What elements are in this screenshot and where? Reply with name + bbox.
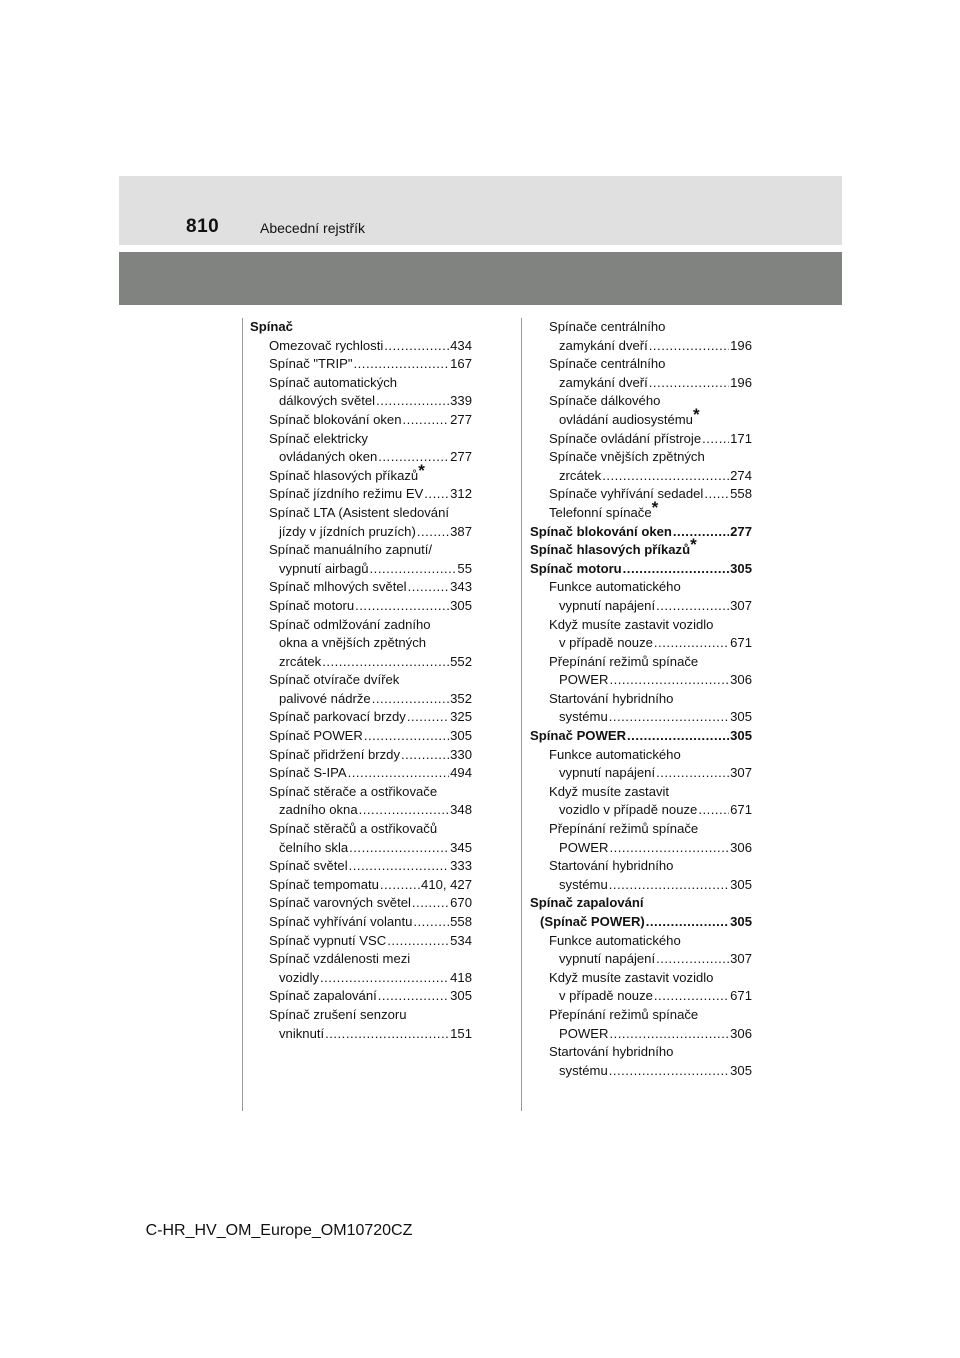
dot-leader (649, 374, 729, 393)
dot-leader (702, 430, 729, 449)
index-entry (250, 746, 472, 765)
entry-text: Spínač motoru (269, 597, 355, 613)
header-band (119, 176, 842, 245)
page-reference: 558 (450, 914, 472, 929)
dot-leader (654, 634, 729, 653)
index-entry (250, 374, 472, 411)
dot-leader (348, 764, 450, 783)
index-entry (250, 764, 472, 783)
index-entry (250, 1006, 472, 1043)
index-entry (250, 597, 472, 616)
entry-text: Spínač motoru (530, 560, 622, 576)
dot-leader (656, 764, 729, 783)
entry-text: Spínač automatických (269, 374, 398, 390)
page-reference: 343 (450, 579, 472, 595)
index-entry (250, 857, 472, 876)
entry-text: Spínač stěračů a ostřikovačů (269, 821, 438, 837)
entry-text: systému (559, 709, 608, 725)
index-entry (530, 560, 752, 579)
page-reference: 339 (450, 393, 472, 409)
index-entry (250, 820, 472, 857)
index-entry (250, 783, 472, 820)
dot-leader (413, 913, 449, 932)
dot-leader (609, 1025, 729, 1044)
index-entry (250, 337, 472, 356)
dot-leader (623, 560, 729, 579)
asterisk-icon: * (651, 497, 659, 517)
entry-text: okna a vnějších zpětných (279, 635, 427, 651)
entry-text: Spínač vyhřívání volantu (269, 914, 413, 929)
dot-leader (609, 876, 729, 895)
entry-text: Spínač přidržení brzdy (269, 746, 401, 762)
index-entry (530, 497, 752, 523)
entry-text: vypnutí napájení (559, 597, 656, 613)
entry-text: dálkových světel (279, 393, 376, 409)
dot-leader (355, 597, 449, 616)
entry-text: systému (559, 876, 608, 892)
entry-text: ovládání audiosystému (559, 411, 693, 427)
asterisk-icon: * (690, 535, 697, 555)
entry-text: Spínač vzdálenosti mezi (269, 951, 411, 967)
dot-leader (320, 969, 449, 988)
index-entry (530, 894, 752, 931)
entry-text: Spínače vnějších zpětných (549, 449, 705, 465)
entry-text: Funkce automatického (549, 579, 681, 595)
dot-leader (387, 932, 449, 951)
entry-text: Spínač "TRIP" (269, 356, 353, 372)
entry-text: Spínač LTA (Asistent sledování (269, 504, 450, 520)
dot-leader (401, 746, 449, 765)
entry-text: (Spínač POWER) (540, 914, 645, 929)
entry-text: POWER (559, 1025, 609, 1041)
entry-text: POWER (559, 672, 609, 688)
index-entry (250, 430, 472, 467)
dot-leader (646, 913, 729, 932)
entry-text: Spínač stěrače a ostřikovače (269, 783, 438, 799)
page-reference: 196 (730, 374, 752, 390)
entry-text: Spínač odmlžování zadního (269, 616, 431, 632)
entry-text: v případě nouze (559, 988, 653, 1004)
dot-leader (384, 337, 449, 356)
index-entry (530, 690, 752, 727)
page-reference: 151 (450, 1025, 472, 1041)
entry-text: Spínač tempomatu (269, 876, 379, 892)
entry-text: zamykání dveří (559, 337, 648, 353)
index-entry (250, 708, 472, 727)
entry-text: jízdy v jízdních pruzích) (279, 523, 416, 539)
index-entry (530, 727, 752, 746)
page-reference: 671 (730, 988, 752, 1004)
dot-leader (654, 987, 729, 1006)
entry-text: Spínač varovných světel (269, 895, 411, 911)
entry-text: vozidly (279, 969, 320, 985)
dot-leader (704, 485, 729, 504)
asterisk-icon: * (692, 404, 700, 424)
entry-text: palivové nádrže (279, 690, 371, 706)
column-rule-right (521, 318, 522, 1111)
index-entry (530, 392, 752, 429)
entry-text: Spínač hlasových příkazů (269, 467, 419, 483)
page-reference: 277 (730, 523, 752, 539)
page-reference: 534 (450, 932, 472, 948)
entry-text: Spínače centrálního (549, 319, 666, 334)
index-entry (250, 894, 472, 913)
document-code: C-HR_HV_OM_Europe_OM10720CZ (145, 1222, 413, 1239)
index-entry (530, 969, 752, 1006)
page-reference: 330 (450, 746, 472, 762)
asterisk-icon: * (418, 460, 425, 480)
page-reference: 305 (450, 988, 472, 1004)
index-entry (250, 578, 472, 597)
index-entry (250, 950, 472, 987)
index-entry (530, 653, 752, 690)
page-reference: 418 (450, 969, 472, 985)
index-entry (250, 504, 472, 541)
entry-text: Startování hybridního (549, 690, 674, 706)
dot-leader (417, 523, 449, 542)
index-entry (250, 987, 472, 1006)
entry-text: Spínač vypnutí VSC (269, 932, 387, 948)
entry-text: Spínač hlasových příkazů (530, 542, 691, 558)
index-entry (530, 932, 752, 969)
index-entry (530, 1043, 752, 1080)
entry-text: Startování hybridního (549, 1044, 674, 1060)
entry-text: Spínač S-IPA (269, 765, 347, 781)
entry-text: Spínač blokování oken (269, 411, 402, 427)
page-reference: 277 (450, 411, 472, 427)
dot-leader (349, 839, 449, 858)
dot-leader (322, 653, 449, 672)
index-entry (250, 541, 472, 578)
dot-leader (349, 857, 450, 876)
page-reference: 494 (450, 765, 472, 781)
entry-text: Přepínání režimů spínače (549, 1006, 699, 1022)
dot-leader (376, 392, 449, 411)
entry-text: vozidlo v případě nouze (559, 802, 698, 818)
dot-leader (378, 448, 449, 467)
entry-text: Spínač zapalování (269, 988, 377, 1004)
dot-leader (673, 523, 729, 542)
page-reference: 307 (730, 951, 752, 967)
dot-leader (656, 597, 729, 616)
index-entry (530, 578, 752, 615)
page-reference: 305 (730, 1062, 752, 1078)
page-reference: 306 (730, 839, 752, 855)
entry-text: Spínače vyhřívání sedadel (549, 486, 704, 502)
entry-text: Spínač (250, 319, 293, 334)
page-reference: 348 (450, 802, 472, 818)
entry-text: Spínač světel (269, 858, 348, 874)
entry-text: Funkce automatického (549, 746, 681, 762)
index-column-left (250, 318, 472, 1043)
index-entry (530, 1006, 752, 1043)
index-entry (530, 448, 752, 485)
entry-text: Přepínání režimů spínače (549, 653, 699, 669)
index-entry (250, 932, 472, 951)
page-reference: 306 (730, 672, 752, 688)
entry-text: Spínač POWER (269, 728, 363, 744)
entry-text: Spínač mlhových světel (269, 579, 407, 595)
dot-leader (424, 485, 449, 504)
index-entry (530, 820, 752, 857)
entry-text: zadního okna (279, 802, 358, 818)
entry-text: Když musíte zastavit (549, 783, 670, 799)
page-reference: 345 (450, 839, 472, 855)
page-reference: 325 (450, 709, 472, 725)
entry-text: vypnutí airbagů (279, 560, 369, 576)
index-entry (530, 318, 752, 355)
page-reference: 306 (730, 1025, 752, 1041)
index-column-right (530, 318, 752, 1080)
dot-leader (378, 987, 449, 1006)
index-entry (530, 616, 752, 653)
dot-leader (364, 727, 449, 746)
dot-leader (325, 1025, 449, 1044)
index-entry (250, 616, 472, 672)
page-reference: 333 (450, 858, 472, 874)
index-entry (250, 355, 472, 374)
entry-text: Spínač manuálního zapnutí/ (269, 542, 433, 558)
page-reference: 558 (730, 486, 752, 502)
page-reference: 352 (450, 690, 472, 706)
page-reference: 196 (730, 337, 752, 353)
entry-text: Když musíte zastavit vozidlo (549, 969, 714, 985)
page-reference: 274 (730, 467, 752, 483)
page-reference: 305 (730, 876, 752, 892)
page-reference: 305 (730, 709, 752, 725)
page-reference: 307 (730, 765, 752, 781)
dot-leader (407, 708, 449, 727)
dot-leader (609, 1062, 729, 1081)
entry-text: Spínač elektricky (269, 430, 368, 446)
page-reference: 312 (450, 486, 472, 502)
page-reference: 167 (450, 356, 472, 372)
index-entry (250, 671, 472, 708)
entry-text: Funkce automatického (549, 932, 681, 948)
entry-text: zrcátek (279, 653, 322, 669)
entry-text: Když musíte zastavit vozidlo (549, 616, 714, 632)
index-entry (530, 523, 752, 542)
entry-text: zrcátek (559, 467, 602, 483)
dot-leader (354, 355, 450, 374)
index-entry (530, 535, 752, 560)
dot-leader (602, 467, 729, 486)
dot-leader (656, 950, 729, 969)
entry-text: Spínače ovládání přístroje (549, 430, 702, 446)
entry-text: systému (559, 1062, 608, 1078)
dot-leader (408, 578, 450, 597)
index-entry (530, 857, 752, 894)
index-entry (250, 485, 472, 504)
entry-text: čelního skla (279, 839, 349, 855)
entry-text: Spínač parkovací brzdy (269, 709, 406, 725)
section-title: Abecední rejstřík (260, 220, 366, 236)
entry-text: Spínač zapalování (530, 895, 644, 911)
page-reference: 305 (730, 560, 752, 576)
dot-leader (412, 894, 449, 913)
index-entry (530, 783, 752, 820)
entry-text: ovládaných oken (279, 449, 378, 465)
dot-leader (372, 690, 449, 709)
page-reference: 277 (450, 449, 472, 465)
dot-leader (380, 876, 420, 895)
index-entry (250, 318, 472, 337)
entry-text: zamykání dveří (559, 374, 648, 390)
entry-text: Spínač otvírače dvířek (269, 672, 400, 688)
entry-text: Startování hybridního (549, 858, 674, 874)
index-entry (530, 746, 752, 783)
entry-text: vypnutí napájení (559, 951, 656, 967)
page-reference: 552 (450, 653, 472, 669)
page-reference: 307 (730, 597, 752, 613)
dot-leader (627, 727, 729, 746)
index-entry (250, 913, 472, 932)
page-reference: 410, 427 (421, 876, 472, 892)
dot-leader (609, 671, 729, 690)
page-reference: 305 (450, 728, 472, 744)
entry-text: vniknutí (279, 1025, 325, 1041)
entry-text: Spínače centrálního (549, 356, 666, 372)
entry-text: Spínač jízdního režimu EV (269, 486, 424, 502)
entry-text: Spínače dálkového (549, 393, 661, 409)
dot-leader (698, 801, 729, 820)
entry-text: vypnutí napájení (559, 765, 656, 781)
dot-leader (649, 337, 729, 356)
page-reference: 171 (730, 430, 752, 446)
page-number: 810 (186, 216, 220, 237)
page-reference: 55 (457, 560, 472, 576)
index-entry (250, 876, 472, 895)
index-entry (250, 460, 472, 486)
entry-text: v případě nouze (559, 635, 653, 651)
page-reference: 670 (450, 895, 472, 911)
header-bar (119, 252, 842, 305)
entry-text: Spínač POWER (530, 728, 627, 744)
page-reference: 305 (730, 728, 752, 744)
dot-leader (403, 411, 450, 430)
entry-text: Telefonní spínače (549, 504, 652, 520)
index-entry (250, 411, 472, 430)
page-reference: 434 (450, 337, 472, 353)
page-reference: 671 (730, 635, 752, 651)
index-entry (530, 430, 752, 449)
page-reference: 671 (730, 802, 752, 818)
entry-text: Přepínání režimů spínače (549, 821, 699, 837)
entry-text: POWER (559, 839, 609, 855)
page-reference: 387 (450, 523, 472, 539)
dot-leader (359, 801, 450, 820)
column-rule-left (242, 318, 243, 1111)
dot-leader (370, 560, 457, 579)
index-entry (530, 485, 752, 504)
dot-leader (609, 839, 729, 858)
dot-leader (609, 708, 729, 727)
page-reference: 305 (450, 597, 472, 613)
entry-text: Omezovač rychlosti (269, 337, 384, 353)
entry-text: Spínač blokování oken (530, 523, 672, 539)
index-entry (530, 355, 752, 392)
entry-text: Spínač zrušení senzoru (269, 1006, 407, 1022)
page-reference: 305 (730, 914, 752, 929)
index-entry (250, 727, 472, 746)
